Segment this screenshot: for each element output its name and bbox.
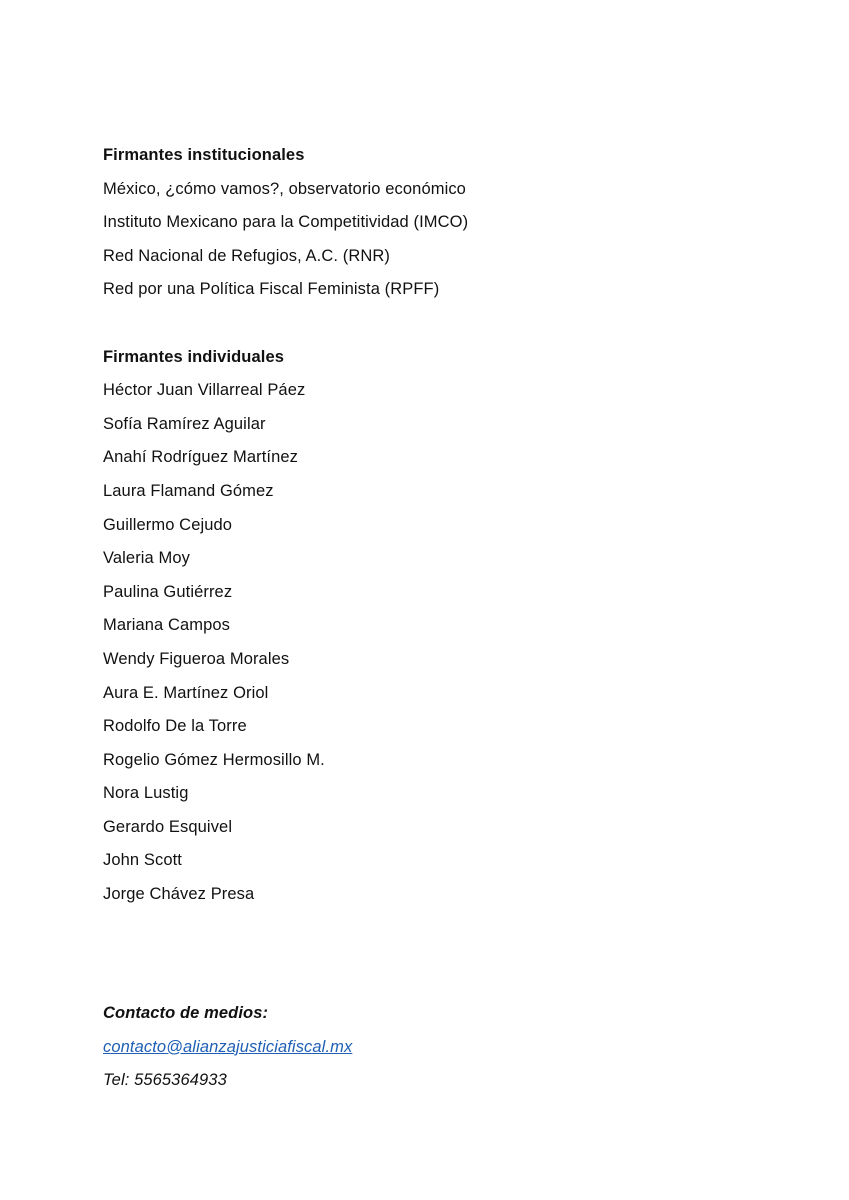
- institutional-signatory: Instituto Mexicano para la Competitividad (IMCO): [103, 213, 469, 232]
- institutional-signatory: México, ¿cómo vamos?, observatorio económico: [103, 179, 466, 198]
- signatories-list: [103, 139, 803, 912]
- individual-signatory: Héctor Juan Villarreal Páez: [103, 381, 306, 400]
- individual-signatory: Wendy Figueroa Morales: [103, 649, 290, 668]
- media-contact: [103, 997, 803, 1098]
- media-contact-heading: Contacto de medios:: [103, 1004, 269, 1022]
- institutional-signatory: Red por una Política Fiscal Feminista (RPFF): [103, 280, 440, 299]
- individual-signatory: John Scott: [103, 851, 182, 870]
- individual-signatory: Rodolfo De la Torre: [103, 717, 247, 736]
- individual-signatory: Nora Lustig: [103, 784, 189, 803]
- individual-signatory: Gerardo Esquivel: [103, 817, 233, 836]
- individual-signatory: Laura Flamand Gómez: [103, 481, 274, 500]
- individual-signatories-heading: Firmantes individuales: [103, 347, 285, 366]
- individual-signatory: Paulina Gutiérrez: [103, 582, 233, 601]
- individual-signatory: Rogelio Gómez Hermosillo M.: [103, 750, 325, 769]
- individual-signatory: Anahí Rodríguez Martínez: [103, 448, 299, 467]
- individual-signatory: Sofía Ramírez Aguilar: [103, 414, 266, 433]
- individual-signatory: Aura E. Martínez Oriol: [103, 683, 269, 702]
- institutional-signatory: Red Nacional de Refugios, A.C. (RNR): [103, 246, 390, 265]
- institutional-signatories-heading: Firmantes institucionales: [103, 146, 305, 164]
- individual-signatory: Valeria Moy: [103, 549, 190, 568]
- contact-email-link[interactable]: contacto@alianzajusticiafiscal.mx: [103, 1037, 353, 1056]
- individual-signatory: Jorge Chávez Presa: [103, 885, 255, 904]
- individual-signatory: Guillermo Cejudo: [103, 515, 233, 534]
- contact-phone: Tel: 5565364933: [103, 1071, 227, 1090]
- individual-signatory: Mariana Campos: [103, 616, 231, 635]
- section-spacer: [103, 307, 803, 341]
